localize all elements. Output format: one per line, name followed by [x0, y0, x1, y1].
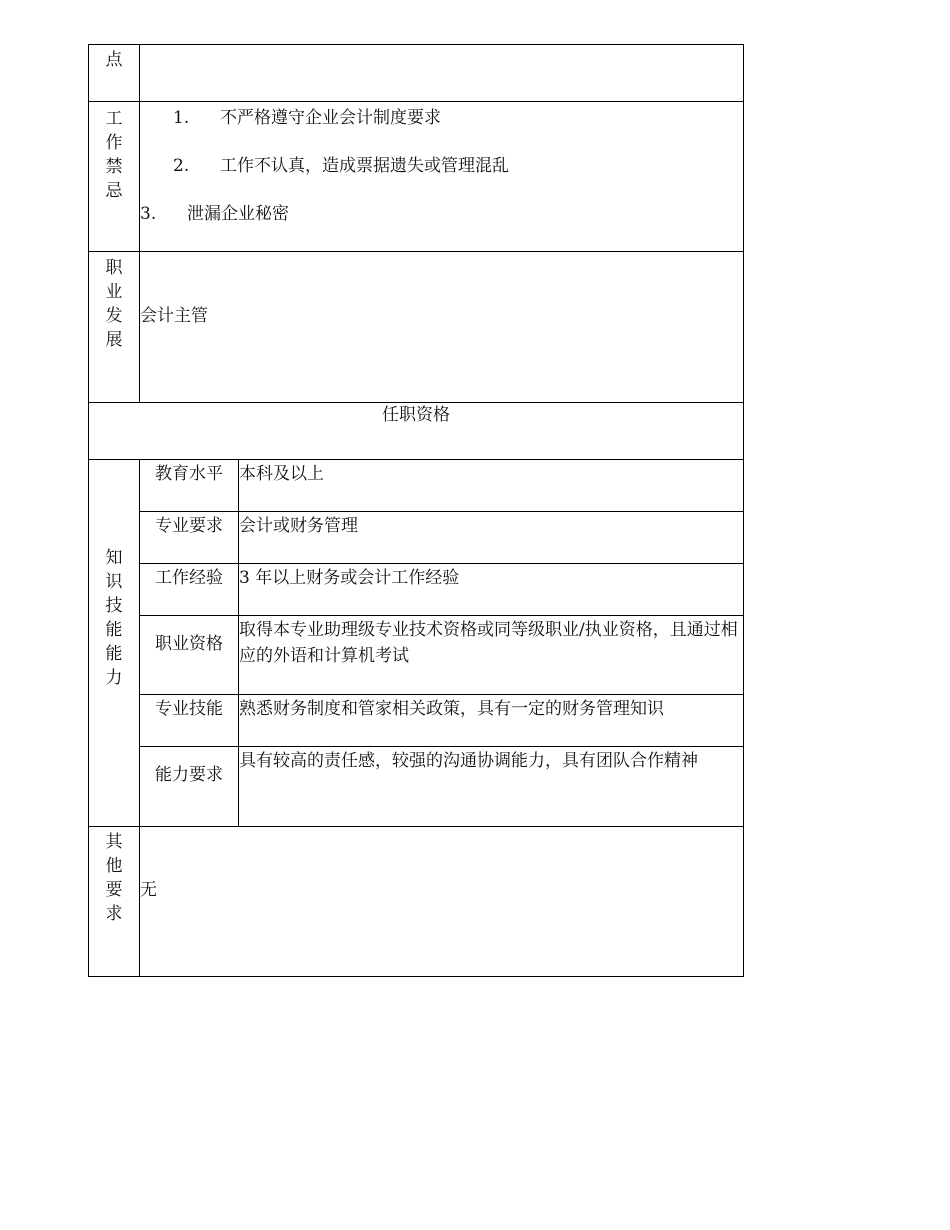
- career-path-text: 会计主管: [140, 306, 208, 326]
- field-value: 本科及以上: [239, 460, 744, 512]
- row-top-partial: [89, 45, 744, 102]
- row-career: [89, 252, 744, 403]
- table-row: [89, 460, 744, 512]
- list-item: [140, 199, 743, 247]
- list-item-text: 工作不认真，造成票据遗失或管理混乱: [220, 156, 509, 176]
- table-row: [89, 616, 744, 695]
- list-item-text: 不严格遵守企业会计制度要求: [220, 108, 441, 128]
- field-value: 熟悉财务制度和管家相关政策，具有一定的财务管理知识: [239, 695, 744, 747]
- section-title: 任职资格: [89, 403, 744, 460]
- field-label: 职业资格: [140, 616, 239, 695]
- field-value: 3 年以上财务或会计工作经验: [239, 564, 744, 616]
- career-content: [140, 252, 744, 403]
- field-value: 取得本专业助理级专业技术资格或同等级职业/执业资格，且通过相应的外语和计算机考试: [239, 616, 744, 695]
- list-item: [140, 151, 743, 199]
- row-other: [89, 827, 744, 977]
- table-row: [89, 564, 744, 616]
- field-label: 专业要求: [140, 512, 239, 564]
- row-prohibitions: [89, 102, 744, 252]
- field-label: 专业技能: [140, 695, 239, 747]
- list-item-number: 3.: [140, 204, 157, 224]
- other-content: [140, 827, 744, 977]
- row-label-career: 职业发展: [89, 252, 140, 403]
- table-row: [89, 695, 744, 747]
- row-label-prohibitions: 工作禁忌: [89, 102, 140, 252]
- prohibitions-list: [140, 102, 744, 252]
- table-row: [89, 512, 744, 564]
- job-description-table: [88, 44, 744, 977]
- field-label: 教育水平: [140, 460, 239, 512]
- field-label: 能力要求: [140, 747, 239, 827]
- list-item-text: 泄漏企业秘密: [187, 204, 289, 224]
- field-value: 会计或财务管理: [239, 512, 744, 564]
- row-label-knowledge: 知识技能能力: [89, 460, 140, 827]
- row-content-top: [140, 45, 744, 102]
- row-label-other: 其他要求: [89, 827, 140, 977]
- other-requirements-text: 无: [140, 879, 157, 900]
- list-item-number: 1.: [173, 108, 190, 128]
- field-value: 具有较高的责任感，较强的沟通协调能力，具有团队合作精神: [239, 747, 744, 827]
- table-row: [89, 747, 744, 827]
- list-item: [140, 103, 743, 151]
- row-qualifications-header: [89, 403, 744, 460]
- field-label: 工作经验: [140, 564, 239, 616]
- list-item-number: 2.: [173, 156, 190, 176]
- row-label-top: 点: [89, 45, 140, 102]
